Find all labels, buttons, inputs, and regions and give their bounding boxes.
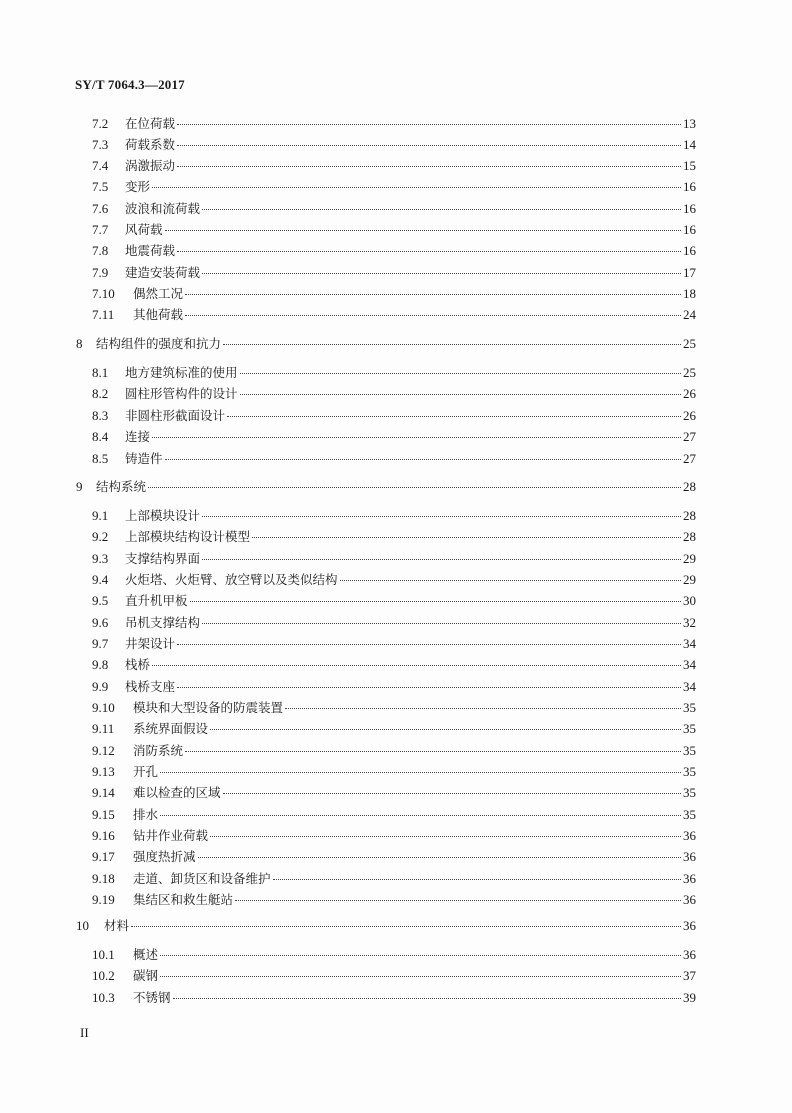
toc-leader-dots <box>252 537 681 538</box>
toc-entry-number: 9.10 <box>92 700 115 715</box>
toc-entry[interactable] <box>92 307 696 323</box>
toc-leader-dots <box>210 729 681 730</box>
toc-entry-page: 36 <box>683 892 696 907</box>
toc-entry-number: 10.2 <box>92 968 115 983</box>
toc-entry-number: 10.1 <box>92 947 115 962</box>
toc-entry-page: 13 <box>683 116 696 131</box>
toc-entry-title: 排水 <box>133 807 159 822</box>
toc-entry[interactable] <box>92 158 696 174</box>
toc-entry-page: 30 <box>683 593 696 608</box>
toc-entry-title: 在位荷载 <box>125 116 176 131</box>
toc-entry-title: 开孔 <box>133 764 159 779</box>
toc-entry-title: 栈桥支座 <box>125 679 176 694</box>
toc-entry-title: 碳钢 <box>133 968 159 983</box>
toc-entry-number: 8 <box>76 336 83 351</box>
toc-entry-number: 9.1 <box>92 508 109 523</box>
toc-entry-page: 25 <box>683 336 696 351</box>
toc-leader-dots <box>227 416 681 417</box>
toc-entry-page: 34 <box>683 679 696 694</box>
toc-leader-dots <box>285 708 681 709</box>
toc-leader-dots <box>202 273 681 274</box>
toc-entry-title: 涡激振动 <box>125 158 176 173</box>
toc-entry[interactable] <box>92 990 696 1006</box>
toc-leader-dots <box>210 836 681 837</box>
toc-leader-dots <box>240 394 681 395</box>
toc-entry-page: 27 <box>683 429 696 444</box>
toc-entry-page: 35 <box>683 721 696 736</box>
toc-leader-dots <box>273 879 681 880</box>
toc-leader-dots <box>173 998 681 999</box>
toc-entry-title: 波浪和流荷载 <box>125 201 201 216</box>
toc-entry[interactable] <box>92 657 696 673</box>
toc-entry[interactable] <box>92 679 696 695</box>
toc-leader-dots <box>190 601 681 602</box>
toc-leader-dots <box>223 793 681 794</box>
toc-entry[interactable] <box>92 222 696 238</box>
toc-entry-page: 29 <box>683 572 696 587</box>
toc-entry-number: 8.5 <box>92 451 109 466</box>
toc-entry[interactable] <box>92 764 696 780</box>
toc-entry-number: 7.2 <box>92 116 109 131</box>
toc-entry-title: 直升机甲板 <box>125 593 188 608</box>
toc-entry-page: 34 <box>683 657 696 672</box>
toc-entry-page: 37 <box>683 968 696 983</box>
document-code-header: SY/T 7064.3—2017 <box>75 77 185 92</box>
toc-entry-page: 35 <box>683 764 696 779</box>
toc-entry[interactable] <box>76 918 696 934</box>
toc-entry-title: 结构组件的强度和抗力 <box>96 336 222 351</box>
toc-entry-title: 吊机支撑结构 <box>125 615 201 630</box>
toc-entry-page: 36 <box>683 871 696 886</box>
page-number-footer: II <box>80 1025 89 1040</box>
toc-entry-number: 9.6 <box>92 615 109 630</box>
toc-entry-title: 材料 <box>104 918 130 933</box>
toc-entry-number: 9.15 <box>92 807 115 822</box>
toc-entry-title: 井架设计 <box>125 636 176 651</box>
toc-entry-number: 8.1 <box>92 365 109 380</box>
toc-entry-number: 9.19 <box>92 892 115 907</box>
toc-entry[interactable] <box>92 636 696 652</box>
toc-entry[interactable] <box>92 365 696 381</box>
toc-entry[interactable] <box>92 201 696 217</box>
toc-leader-dots <box>165 230 681 231</box>
toc-entry[interactable] <box>92 386 696 402</box>
toc-entry-title: 连接 <box>125 429 151 444</box>
toc-entry-page: 16 <box>683 222 696 237</box>
toc-entry-page: 34 <box>683 636 696 651</box>
toc-leader-dots <box>165 459 681 460</box>
toc-entry-page: 35 <box>683 785 696 800</box>
toc-entry-page: 25 <box>683 365 696 380</box>
toc-leader-dots <box>148 487 681 488</box>
toc-entry[interactable] <box>92 892 696 908</box>
toc-entry-page: 32 <box>683 615 696 630</box>
toc-entry-title: 走道、卸货区和设备维护 <box>133 871 271 886</box>
toc-entry-number: 9.9 <box>92 679 109 694</box>
toc-leader-dots <box>177 251 681 252</box>
toc-entry-number: 9.12 <box>92 743 115 758</box>
toc-entry-title: 概述 <box>133 947 159 962</box>
toc-entry-number: 9.11 <box>92 721 115 736</box>
toc-entry-title: 火炬塔、火炬臂、放空臂以及类似结构 <box>125 572 338 587</box>
toc-leader-dots <box>202 209 681 210</box>
toc-entry[interactable] <box>92 116 696 132</box>
toc-entry-number: 7.3 <box>92 137 109 152</box>
toc-entry-title: 消防系统 <box>133 743 184 758</box>
toc-entry-page: 35 <box>683 700 696 715</box>
toc-entry-number: 7.8 <box>92 243 109 258</box>
toc-entry-number: 8.4 <box>92 429 109 444</box>
toc-entry[interactable] <box>92 243 696 259</box>
toc-leader-dots <box>185 294 681 295</box>
toc-entry-title: 系统界面假设 <box>133 721 209 736</box>
toc-entry[interactable] <box>92 721 696 737</box>
toc-entry-number: 9.14 <box>92 785 115 800</box>
toc-leader-dots <box>177 145 681 146</box>
toc-entry-number: 9.13 <box>92 764 115 779</box>
toc-entry-title: 非圆柱形截面设计 <box>125 408 226 423</box>
toc-entry-title: 难以检查的区域 <box>133 785 221 800</box>
toc-entry-number: 9.8 <box>92 657 109 672</box>
toc-entry[interactable] <box>92 871 696 887</box>
toc-leader-dots <box>152 665 681 666</box>
toc-entry-title: 其他荷载 <box>133 307 184 322</box>
toc-entry-page: 16 <box>683 179 696 194</box>
toc-entry-title: 上部模块设计 <box>125 508 201 523</box>
toc-leader-dots <box>240 373 681 374</box>
toc-entry-title: 风荷载 <box>125 222 163 237</box>
toc-entry-title: 强度热折减 <box>133 849 196 864</box>
toc-entry[interactable] <box>92 529 696 545</box>
toc-entry-title: 圆柱形管构件的设计 <box>125 386 238 401</box>
toc-entry[interactable] <box>92 700 696 716</box>
toc-entry-number: 9.4 <box>92 572 109 587</box>
toc-entry-title: 铸造件 <box>125 451 163 466</box>
toc-entry-number: 9.18 <box>92 871 115 886</box>
toc-leader-dots <box>177 166 681 167</box>
toc-leader-dots <box>152 187 681 188</box>
toc-leader-dots <box>185 315 681 316</box>
toc-entry[interactable] <box>92 968 696 984</box>
toc-entry-title: 地震荷载 <box>125 243 176 258</box>
toc-leader-dots <box>177 124 681 125</box>
toc-entry-page: 28 <box>683 479 696 494</box>
toc-entry-title: 偶然工况 <box>133 286 184 301</box>
toc-leader-dots <box>202 623 681 624</box>
toc-entry-title: 集结区和救生艇站 <box>133 892 234 907</box>
toc-entry-number: 10.3 <box>92 990 115 1005</box>
toc-entry-page: 14 <box>683 137 696 152</box>
toc-entry-number: 9.7 <box>92 636 109 651</box>
toc-entry-page: 26 <box>683 408 696 423</box>
toc-entry-number: 8.2 <box>92 386 109 401</box>
toc-entry[interactable] <box>92 451 696 467</box>
toc-entry[interactable] <box>92 408 696 424</box>
toc-entry-page: 36 <box>683 918 696 933</box>
toc-entry-number: 7.10 <box>92 286 115 301</box>
toc-entry-page: 18 <box>683 286 696 301</box>
toc-entry[interactable] <box>92 137 696 153</box>
toc-entry-page: 36 <box>683 947 696 962</box>
toc-leader-dots <box>177 644 681 645</box>
toc-entry-title: 不锈钢 <box>133 990 171 1005</box>
toc-entry-number: 7.9 <box>92 265 109 280</box>
toc-entry-number: 9.16 <box>92 828 115 843</box>
toc-entry-page: 27 <box>683 451 696 466</box>
toc-entry-number: 8.3 <box>92 408 109 423</box>
toc-entry-number: 7.6 <box>92 201 109 216</box>
toc-entry-title: 变形 <box>125 179 151 194</box>
toc-entry-number: 7.7 <box>92 222 109 237</box>
toc-entry-page: 16 <box>683 243 696 258</box>
toc-entry-number: 9.5 <box>92 593 109 608</box>
toc-entry[interactable] <box>92 849 696 865</box>
toc-entry-number: 10 <box>76 918 89 933</box>
toc-entry-title: 结构系统 <box>96 479 147 494</box>
toc-entry-page: 28 <box>683 529 696 544</box>
toc-leader-dots <box>198 857 681 858</box>
toc-entry-page: 35 <box>683 807 696 822</box>
toc-entry-number: 9 <box>76 479 83 494</box>
toc-entry-number: 7.11 <box>92 307 115 322</box>
toc-entry-title: 荷载系数 <box>125 137 176 152</box>
toc-entry-number: 7.4 <box>92 158 109 173</box>
toc-entry-title: 上部模块结构设计模型 <box>125 529 251 544</box>
toc-leader-dots <box>202 516 681 517</box>
toc-entry-number: 9.17 <box>92 849 115 864</box>
toc-entry-title: 建造安装荷载 <box>125 265 201 280</box>
toc-leader-dots <box>235 900 681 901</box>
toc-leader-dots <box>152 437 681 438</box>
toc-entry[interactable] <box>92 179 696 195</box>
toc-leader-dots <box>340 580 681 581</box>
toc-entry-page: 36 <box>683 828 696 843</box>
toc-entry-number: 7.5 <box>92 179 109 194</box>
toc-leader-dots <box>160 772 681 773</box>
toc-entry[interactable] <box>92 508 696 524</box>
toc-entry-page: 28 <box>683 508 696 523</box>
toc-leader-dots <box>160 976 681 977</box>
toc-leader-dots <box>177 687 681 688</box>
toc-entry-title: 地方建筑标准的使用 <box>125 365 238 380</box>
toc-entry-page: 17 <box>683 265 696 280</box>
toc-leader-dots <box>202 559 681 560</box>
toc-entry-page: 16 <box>683 201 696 216</box>
toc-entry-page: 24 <box>683 307 696 322</box>
toc-entry-page: 26 <box>683 386 696 401</box>
toc-entry-number: 9.3 <box>92 551 109 566</box>
toc-entry-title: 钻井作业荷载 <box>133 828 209 843</box>
toc-entry-page: 36 <box>683 849 696 864</box>
toc-entry-page: 39 <box>683 990 696 1005</box>
toc-entry[interactable] <box>92 947 696 963</box>
toc-entry[interactable] <box>92 572 696 588</box>
toc-leader-dots <box>160 815 681 816</box>
toc-entry-title: 支撑结构界面 <box>125 551 201 566</box>
toc-entry[interactable] <box>92 615 696 631</box>
toc-leader-dots <box>185 751 681 752</box>
toc-entry[interactable] <box>92 807 696 823</box>
toc-entry-title: 模块和大型设备的防震装置 <box>133 700 284 715</box>
toc-entry-page: 29 <box>683 551 696 566</box>
toc-entry-page: 35 <box>683 743 696 758</box>
toc-entry-page: 15 <box>683 158 696 173</box>
toc-entry-number: 9.2 <box>92 529 109 544</box>
toc-entry[interactable] <box>92 265 696 281</box>
toc-leader-dots <box>223 344 681 345</box>
toc-entry[interactable] <box>92 828 696 844</box>
toc-entry-title: 栈桥 <box>125 657 151 672</box>
toc-entry[interactable] <box>92 593 696 609</box>
toc-entry[interactable] <box>92 551 696 567</box>
toc-leader-dots <box>160 955 681 956</box>
toc-entry[interactable] <box>92 286 696 302</box>
toc-entry[interactable] <box>76 479 696 495</box>
toc-entry[interactable] <box>92 785 696 801</box>
toc-entry[interactable] <box>92 743 696 759</box>
toc-entry[interactable] <box>92 429 696 445</box>
toc-entry[interactable] <box>76 336 696 352</box>
toc-leader-dots <box>131 926 681 927</box>
